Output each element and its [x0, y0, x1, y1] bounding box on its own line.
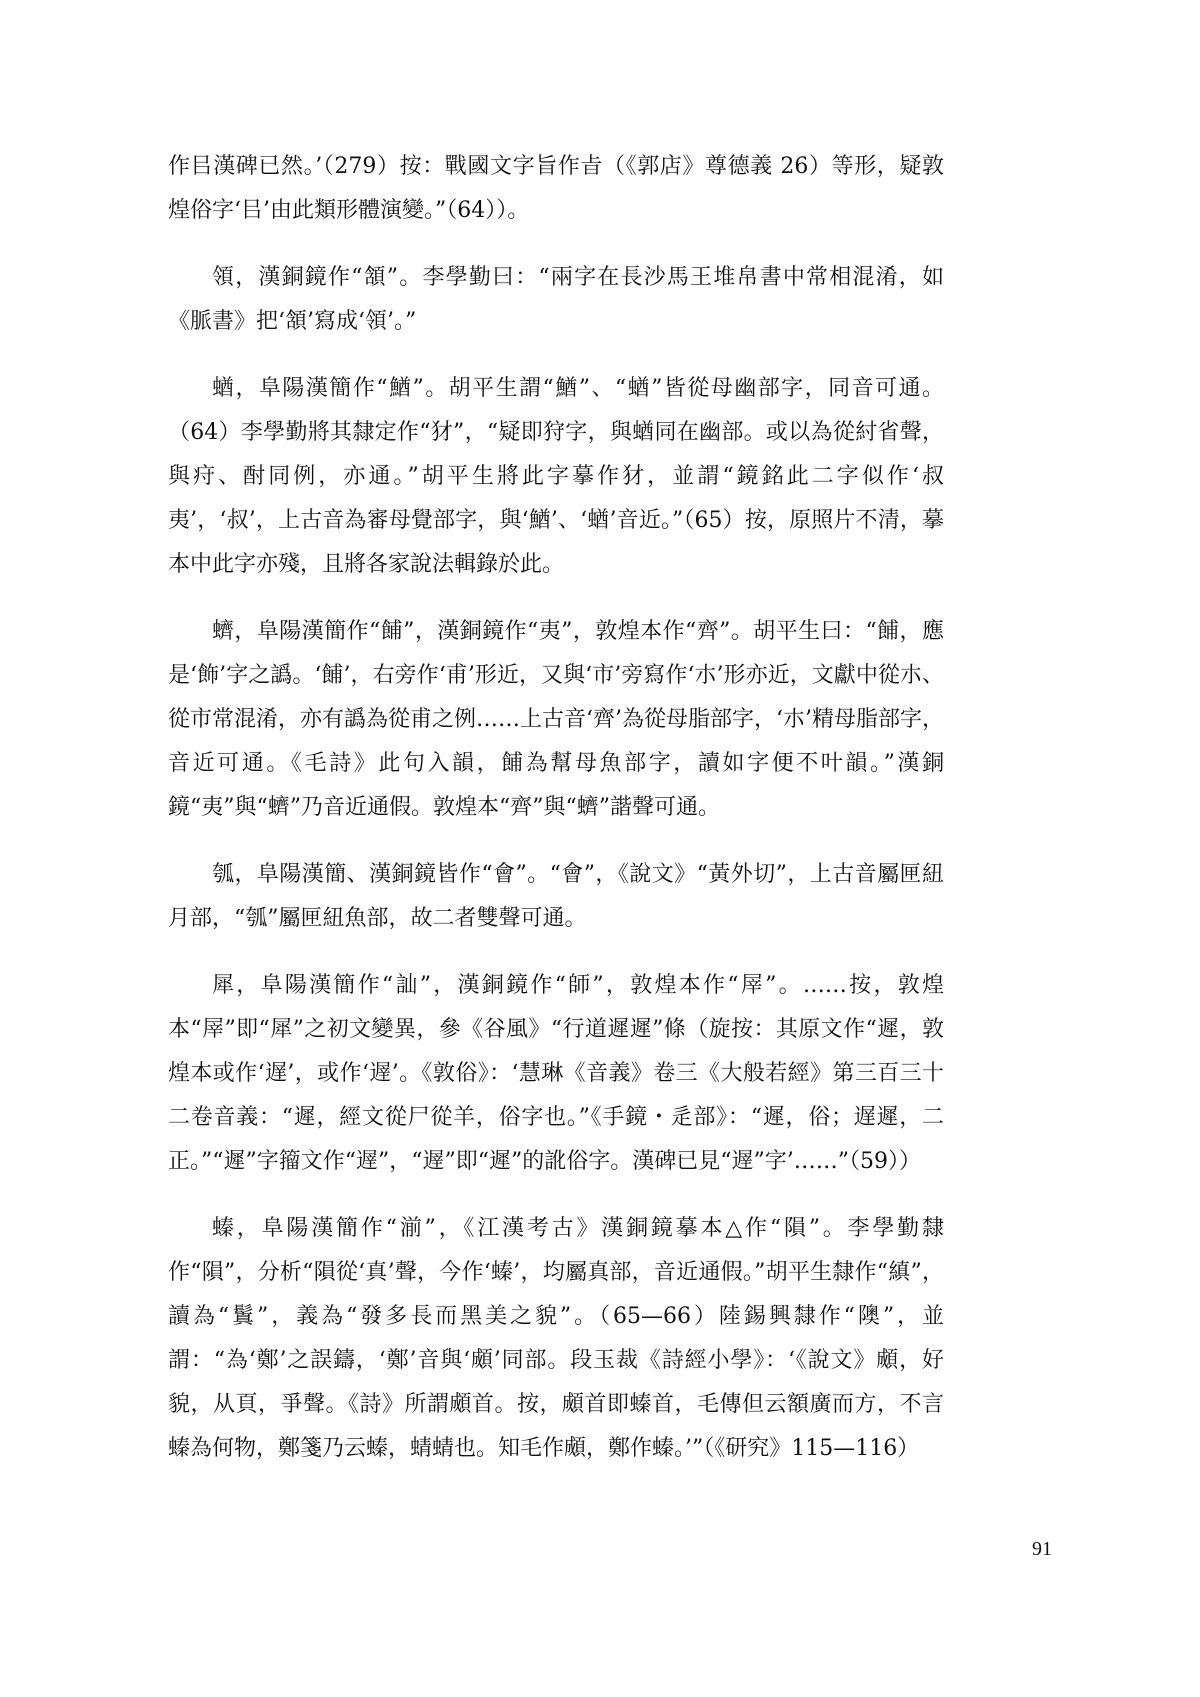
paragraph-gap: [168, 345, 944, 367]
paragraph-gap: [168, 234, 944, 256]
paragraph-gap: [168, 831, 944, 853]
paragraph-ling: 領，漢銅鏡作“頷”。李學勤曰：“兩字在長沙馬王堆帛書中常相混淆，如《脈書》把‘頷’寫成‘領’。”: [168, 265, 944, 334]
page-number: 91: [1032, 1538, 1052, 1560]
paragraph-qi: 蠐，阜陽漢簡作“餔”，漢銅鏡作“夷”，敦煌本作“齊”。胡平生曰：“餔，應是‘飾’字之譌。‘餔’，右旁作‘甫’形近，又與‘市’旁寫作‘朩’形亦近，文獻中從朩、從市常混淆，亦有譌為從甫之例……上古音‘齊’為從母脂部字，‘朩’精母脂部字，音近可通。《毛詩》此句入韻，餔為幫母魚部字，讀如字便不叶韻。”漢銅鏡“夷”與“蠐”乃音近通假。敦煌本“齊”與“蠐”諧聲可通。: [168, 619, 944, 820]
paragraph-gap: [168, 1185, 944, 1207]
document-body: [168, 145, 944, 1472]
paragraph-qiu: 蝤，阜陽漢簡作“鰌”。胡平生謂“鰌”、“蝤”皆從母幽部字，同音可通。（64）李學勤將其隸定作“犲”，“疑即狩字，與蝤同在幽部。或以為從紂省聲，與疛、酎同例，亦通。”胡平生將此字摹作犲，並謂“鏡銘此二字似作‘叔夷’，‘叔’，上古音為審母覺部字，與‘鰌’、‘蝤’音近。”（65）按，原照片不清，摹本中此字亦殘，且將各家說法輯錄於此。: [168, 376, 944, 577]
paragraph-xi: 犀，阜陽漢簡作“訕”，漢銅鏡作“師”，敦煌本作“屖”。……按，敦煌本“屖”即“犀”之初文變異，參《谷風》“行道遲遲”條（旋按：其原文作“遲，敦煌本或作‘遅’，或作‘遟’。《敦俗》：‘慧琳《音義》卷三《大般若經》第三百三十二卷音義：“遲，經文從尸從羊，俗字也。”《手鏡・辵部》：“遲，俗；遅遲，二正。”“遲”字籀文作“遟”，“遟”即“遲”的訛俗字。漢碑已見“遟”字’……”（59））: [168, 973, 944, 1174]
paragraph-gap: [168, 588, 944, 610]
paragraph-gap: [168, 942, 944, 964]
paragraph-hu: 瓠，阜陽漢簡、漢銅鏡皆作“會”。“會”，《說文》“黃外切”，上古音屬匣紐月部，“瓠”屬匣紐魚部，故二者雙聲可通。: [168, 862, 944, 931]
paragraph-qin: 螓，阜陽漢簡作“湔”，《江漢考古》漢銅鏡摹本△作“隕”。李學勤隸作“隕”，分析“隕從‘真’聲，今作‘螓’，均屬真部，音近通假。”胡平生隸作“縝”，讀為“鬒”，義為“發多長而黑美之貌”。（65—66）陸錫興隸作“隩”，並謂：“為‘鄭’之誤鑄，‘鄭’音與‘䫆’同部。段玉裁《詩經小學》：‘《說文》䫆，好貌，从頁，爭聲。《詩》所謂䫆首。按，䫆首即螓首，毛傳但云額廣而方，不言螓為何物，鄭箋乃云螓，蜻蜻也。知毛作䫆，鄭作螓。’”（《研究》115—116）: [168, 1216, 944, 1461]
paragraph-continuation: 作㠯漢碑已然。’（279）按：戰國文字旨作㫖（《郭店》尊德義 26）等形，疑敦煌俗字‘㠯’由此類形體演變。”（64））。: [168, 154, 944, 223]
